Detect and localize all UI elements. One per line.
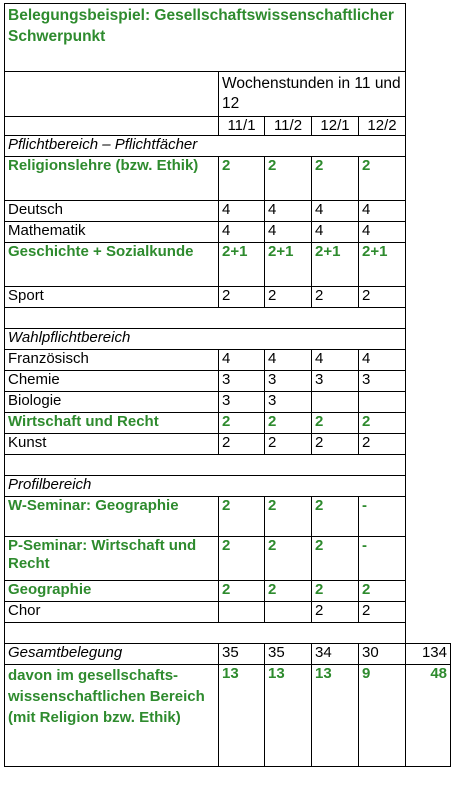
hours-cell: 2: [312, 157, 359, 201]
hours-cell: 2: [312, 497, 359, 537]
subject-name: Biologie: [5, 392, 219, 413]
davon-label: davon im gesellschafts-wissenschaftlichen Bereich (mit Religion bzw. Ethik): [5, 665, 219, 767]
subject-name: Geographie: [5, 581, 219, 602]
davon-cell: 13: [219, 665, 265, 767]
semester-header: 11/1: [219, 117, 265, 136]
section-heading: Pflichtbereich – Pflichtfächer: [5, 136, 406, 157]
hours-cell: 2+1: [359, 243, 406, 287]
hours-cell: 2: [219, 157, 265, 201]
section-heading: Wahlpflichtbereich: [5, 329, 406, 350]
hours-cell: 3: [219, 371, 265, 392]
course-allocation-table: [4, 3, 451, 767]
hours-cell: 2: [219, 497, 265, 537]
subject-row: [5, 413, 451, 434]
total-cell: 30: [359, 644, 406, 665]
davon-cell: 9: [359, 665, 406, 767]
hours-cell: [265, 602, 312, 623]
hours-cell: 3: [312, 371, 359, 392]
hours-cell: 2: [265, 413, 312, 434]
subject-name: Chor: [5, 602, 219, 623]
hours-cell: 2+1: [265, 243, 312, 287]
subject-name: Religionslehre (bzw. Ethik): [5, 157, 219, 201]
subject-row: [5, 243, 451, 287]
davon-row: [5, 665, 451, 767]
subject-name: Geschichte + Sozialkunde: [5, 243, 219, 287]
subject-row: [5, 287, 451, 308]
hours-cell: 2: [359, 581, 406, 602]
subject-row: [5, 602, 451, 623]
davon-cell: 13: [265, 665, 312, 767]
subject-row: [5, 434, 451, 455]
hours-cell: 2: [359, 157, 406, 201]
hours-cell: 4: [219, 201, 265, 222]
hours-cell: [219, 602, 265, 623]
hours-cell: 2: [359, 413, 406, 434]
total-sum: 134: [406, 644, 451, 665]
hours-cell: 2: [312, 581, 359, 602]
subject-row: [5, 350, 451, 371]
spacer-row: [5, 623, 406, 644]
hours-cell: 2: [359, 602, 406, 623]
hours-cell: 4: [265, 350, 312, 371]
subject-name: P-Seminar: Wirtschaft und Recht: [5, 537, 219, 581]
hours-cell: 2: [359, 434, 406, 455]
hours-cell: 2: [312, 434, 359, 455]
hours-cell: 4: [359, 201, 406, 222]
wochenstunden-header: Wochenstunden in 11 und 12: [219, 72, 406, 117]
hours-cell: 2: [312, 413, 359, 434]
hours-cell: 4: [312, 350, 359, 371]
hours-cell: 4: [312, 201, 359, 222]
hours-cell: 3: [265, 392, 312, 413]
subject-name: Kunst: [5, 434, 219, 455]
hours-cell: 2: [265, 581, 312, 602]
subject-row: [5, 222, 451, 243]
hours-cell: 2: [312, 287, 359, 308]
hours-cell: 2: [265, 497, 312, 537]
total-label: Gesamtbelegung: [5, 644, 219, 665]
hours-cell: 4: [219, 350, 265, 371]
hours-cell: [359, 392, 406, 413]
hours-cell: [312, 392, 359, 413]
total-cell: 34: [312, 644, 359, 665]
total-row: [5, 644, 451, 665]
table-body: [5, 4, 451, 767]
subject-name: Mathematik: [5, 222, 219, 243]
davon-sum: 48: [406, 665, 451, 767]
subject-row: [5, 497, 451, 537]
davon-cell: 13: [312, 665, 359, 767]
hours-cell: 2+1: [312, 243, 359, 287]
hours-cell: 2: [219, 537, 265, 581]
hours-cell: 3: [219, 392, 265, 413]
section-heading: Profilbereich: [5, 476, 406, 497]
hours-cell: 2: [312, 537, 359, 581]
subject-name: Deutsch: [5, 201, 219, 222]
hours-cell: 4: [312, 222, 359, 243]
hours-cell: 2: [219, 287, 265, 308]
subject-name: Französisch: [5, 350, 219, 371]
total-cell: 35: [265, 644, 312, 665]
subject-name: Wirtschaft und Recht: [5, 413, 219, 434]
table-title: Belegungsbeispiel: Gesellschaftswissenschaftlicher Schwerpunkt: [5, 4, 406, 72]
hours-cell: -: [359, 537, 406, 581]
semester-header: 12/1: [312, 117, 359, 136]
hours-cell: 4: [359, 222, 406, 243]
hours-cell: 3: [359, 371, 406, 392]
hours-cell: 2: [219, 434, 265, 455]
hours-cell: 2: [312, 602, 359, 623]
semester-header: 11/2: [265, 117, 312, 136]
hours-cell: 4: [265, 222, 312, 243]
hours-cell: 2: [265, 434, 312, 455]
semester-header: 12/2: [359, 117, 406, 136]
subject-row: [5, 581, 451, 602]
hours-cell: 2: [219, 581, 265, 602]
hours-cell: 2: [265, 537, 312, 581]
hours-cell: 2: [265, 157, 312, 201]
hours-cell: 2: [219, 413, 265, 434]
hours-cell: 2: [359, 287, 406, 308]
subject-name: W-Seminar: Geographie: [5, 497, 219, 537]
hours-cell: -: [359, 497, 406, 537]
hours-cell: 4: [359, 350, 406, 371]
spacer-row: [5, 455, 406, 476]
subject-row: [5, 537, 451, 581]
hours-cell: 2+1: [219, 243, 265, 287]
spacer-row: [5, 308, 406, 329]
hours-cell: 2: [265, 287, 312, 308]
subject-name: Sport: [5, 287, 219, 308]
total-cell: 35: [219, 644, 265, 665]
subject-row: [5, 371, 451, 392]
subject-name: Chemie: [5, 371, 219, 392]
subject-row: [5, 201, 451, 222]
hours-cell: 3: [265, 371, 312, 392]
subject-row: [5, 392, 451, 413]
hours-cell: 4: [219, 222, 265, 243]
subject-row: [5, 157, 451, 201]
hours-cell: 4: [265, 201, 312, 222]
